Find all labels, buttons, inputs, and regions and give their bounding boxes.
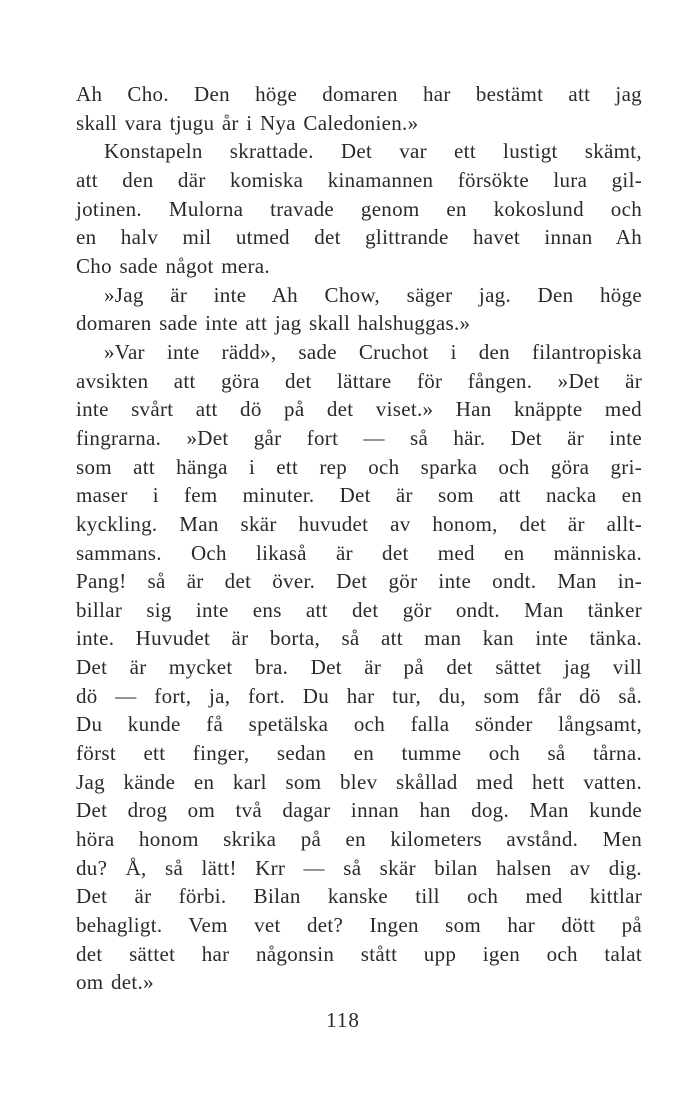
text-line: fingrarna. »Det går fort — så här. Det är inte (76, 425, 642, 450)
text-line: som att hänga i ett rep och sparka och göra gri- (76, 454, 642, 479)
text-line: Jag kände en karl som blev skållad med hett vatten. (76, 769, 642, 794)
text-line: »Jag är inte Ah Chow, säger jag. Den höge (104, 282, 642, 307)
text-line: Det drog om två dagar innan han dog. Man kunde (76, 798, 642, 823)
text-line: avsikten att göra det lättare för fången. »Det är (76, 368, 642, 393)
text-line: billar sig inte ens att det gör ondt. Man tänker (76, 597, 642, 622)
text-line: Det är mycket bra. Det är på det sättet jag vill (76, 655, 642, 680)
text-line: det sättet har någonsin stått upp igen och talat (76, 941, 642, 966)
text-line: jotinen. Mulorna travade genom en kokoslund och (76, 196, 642, 221)
text-line: »Var inte rädd», sade Cruchot i den filantropiska (104, 339, 642, 364)
text-line: behagligt. Vem vet det? Ingen som har dött på (76, 913, 642, 938)
text-line: sammans. Och likaså är det med en människa. (76, 540, 642, 565)
text-line: Pang! så är det över. Det gör inte ondt. Man in- (76, 569, 642, 594)
text-line: skall vara tjugu år i Nya Caledonien.» (76, 110, 419, 135)
text-line: du? Å, så lätt! Krr — så skär bilan halsen av dig. (76, 855, 642, 880)
text-line: domaren sade inte att jag skall halshuggas.» (76, 311, 471, 336)
text-line: höra honom skrika på en kilometers avstånd. Men (76, 827, 642, 852)
text-line: inte. Huvudet är borta, så att man kan inte tänka. (76, 626, 642, 651)
text-line: inte svårt att dö på det viset.» Han knäppte med (76, 397, 642, 422)
body-text (76, 80, 642, 997)
text-line: först ett finger, sedan en tumme och så tårna. (76, 741, 642, 766)
text-line: Du kunde få spetälska och falla sönder långsamt, (76, 712, 642, 737)
text-line: maser i fem minuter. Det är som att nacka en (76, 483, 642, 508)
text-line: Det är förbi. Bilan kanske till och med kittlar (76, 884, 642, 909)
text-line: om det.» (76, 970, 154, 995)
text-line: Ah Cho. Den höge domaren har bestämt att jag (76, 82, 642, 106)
text-line: Konstapeln skrattade. Det var ett lustigt skämt, (104, 139, 642, 164)
text-line: Cho sade något mera. (76, 253, 270, 278)
page-number: 118 (326, 1008, 360, 1032)
text-line: dö — fort, ja, fort. Du har tur, du, som får dö så. (76, 683, 642, 708)
text-line: kyckling. Man skär huvudet av honom, det är allt- (76, 511, 642, 536)
text-line: en halv mil utmed det glittrande havet innan Ah (76, 225, 642, 250)
text-line: att den där komiska kinamannen försökte lura gil- (76, 167, 642, 192)
